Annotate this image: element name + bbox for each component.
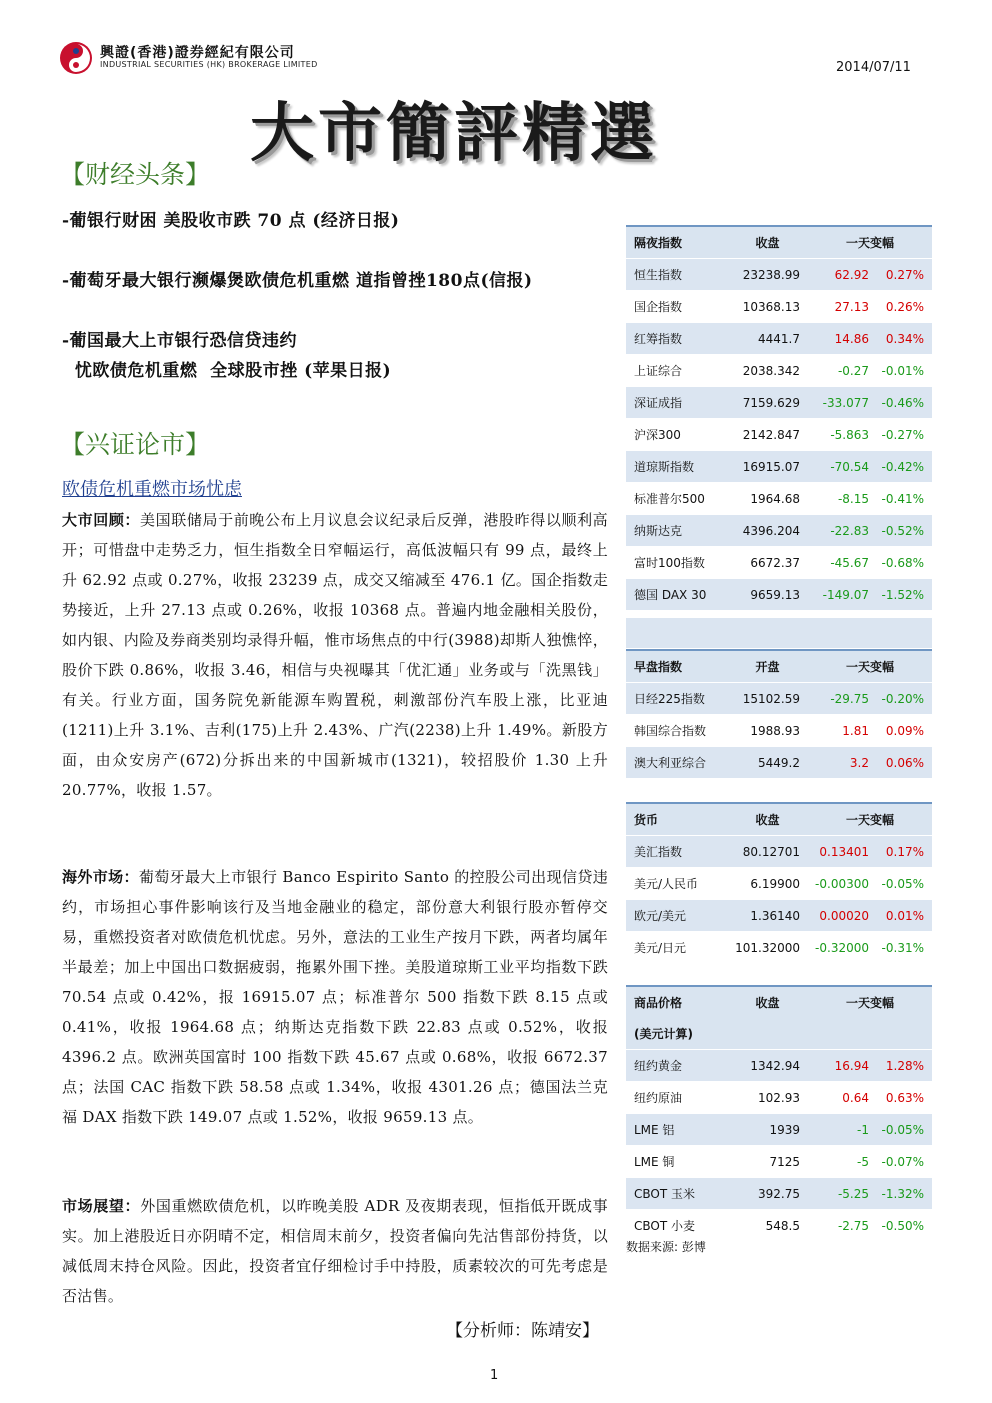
- table-row: [626, 715, 932, 747]
- table-row: [626, 547, 932, 579]
- change-percent: -0.01%: [875, 355, 932, 387]
- change-points: 1.81: [808, 715, 875, 747]
- close-value: 7159.629: [727, 387, 808, 419]
- change-points: -5.863: [808, 419, 875, 451]
- change-percent: 0.17%: [875, 836, 932, 868]
- company-name-cn: 興證(香港)證券經紀有限公司: [100, 45, 295, 61]
- table-row: [626, 836, 932, 868]
- table-header: 收盘: [727, 803, 808, 836]
- table-row: [626, 387, 932, 419]
- table-row: [626, 868, 932, 900]
- instrument-name: 道琼斯指数: [626, 451, 727, 483]
- change-percent: -0.50%: [875, 1210, 932, 1242]
- table-header: 货币: [626, 803, 727, 836]
- table-header: 收盘: [727, 226, 808, 259]
- close-value: 6.19900: [727, 868, 808, 900]
- close-value: 101.32000: [727, 932, 808, 964]
- table-row: [626, 1210, 932, 1242]
- change-points: -0.27: [808, 355, 875, 387]
- table-subheader: (美元计算): [626, 1018, 727, 1050]
- report-title: 大市簡評精選: [250, 97, 658, 171]
- change-percent: -0.27%: [875, 419, 932, 451]
- table-row: [626, 1082, 932, 1114]
- instrument-name: 日经225指数: [626, 683, 727, 715]
- instrument-name: 美元/人民币: [626, 868, 727, 900]
- table-row: [626, 515, 932, 547]
- instrument-name: 恒生指数: [626, 259, 727, 291]
- change-points: 0.13401: [808, 836, 875, 868]
- close-value: 2142.847: [727, 419, 808, 451]
- instrument-name: LME 铜: [626, 1146, 727, 1178]
- change-percent: 0.34%: [875, 323, 932, 355]
- table-header: 一天变幅: [808, 803, 932, 836]
- instrument-name: 美汇指数: [626, 836, 727, 868]
- analyst-credit: 【分析师：陈靖安】: [446, 1321, 599, 1341]
- table-row: [626, 683, 932, 715]
- close-value: 9659.13: [727, 579, 808, 611]
- close-value: 80.12701: [727, 836, 808, 868]
- change-points: -33.077: [808, 387, 875, 419]
- instrument-name: 韩国综合指数: [626, 715, 727, 747]
- change-points: -5: [808, 1146, 875, 1178]
- instrument-name: 富时100指数: [626, 547, 727, 579]
- change-percent: -0.07%: [875, 1146, 932, 1178]
- commodity-table: [626, 985, 932, 1241]
- table-header: 一天变幅: [808, 986, 932, 1018]
- change-percent: -0.05%: [875, 1114, 932, 1146]
- close-value: 1988.93: [727, 715, 808, 747]
- instrument-name: 美元/日元: [626, 932, 727, 964]
- change-points: 16.94: [808, 1050, 875, 1082]
- change-percent: 0.27%: [875, 259, 932, 291]
- change-percent: -0.52%: [875, 515, 932, 547]
- overseas-market-paragraph: [62, 862, 608, 1132]
- change-points: -5.25: [808, 1178, 875, 1210]
- change-points: -8.15: [808, 483, 875, 515]
- page-number: 1: [490, 1368, 499, 1383]
- table-header: 开盘: [727, 650, 808, 683]
- change-percent: -0.46%: [875, 387, 932, 419]
- close-value: 6672.37: [727, 547, 808, 579]
- change-percent: 1.28%: [875, 1050, 932, 1082]
- instrument-name: CBOT 玉米: [626, 1178, 727, 1210]
- instrument-name: 国企指数: [626, 291, 727, 323]
- table-row: [626, 1050, 932, 1082]
- table-row: [626, 1146, 932, 1178]
- close-value: 2038.342: [727, 355, 808, 387]
- company-logo-icon: [58, 40, 94, 76]
- change-percent: -0.68%: [875, 547, 932, 579]
- table-row: [626, 451, 932, 483]
- table-header: 一天变幅: [808, 226, 932, 259]
- close-value: 548.5: [727, 1210, 808, 1242]
- close-value: 4441.7: [727, 323, 808, 355]
- instrument-name: LME 铝: [626, 1114, 727, 1146]
- paragraph-text: 葡萄牙最大上市银行 Banco Espirito Santo 的控股公司出现信贷违约，市场担心事件影响该行及当地金融业的稳定，部份意大利银行股亦暂停交易，重燃投资者对欧债危机忧虑。另外，意法的工业生产按月下跌，两者均属年半最差；加上中国出口数据疲弱，拖累外围下挫。美股道琼斯工业平均指数下跌 70.54 点或 0.42%，报 16915.07 点；标准普尔 500 指数下跌 8.15 点或 0.41%，收报 1964.68 点；纳斯达克指数下跌 22.83 点或 0.52%，收报 4396.2 点。欧洲英国富时 100 指数下跌 45.67 点或 0.68%，收报 6672.37 点；法国 CAC 指数下跌 58.58 点或 1.34%，收报 4301.26 点；德国法兰克福 DAX 指数下跌 149.07 点或 1.52%，收报 9659.13 点。: [62, 868, 608, 1126]
- currency-table: [626, 802, 932, 963]
- change-percent: -1.32%: [875, 1178, 932, 1210]
- close-value: 102.93: [727, 1082, 808, 1114]
- instrument-name: 上证综合: [626, 355, 727, 387]
- close-value: 4396.204: [727, 515, 808, 547]
- table-header: 收盘: [727, 986, 808, 1018]
- change-points: -1: [808, 1114, 875, 1146]
- change-percent: 0.01%: [875, 900, 932, 932]
- table-row: [626, 291, 932, 323]
- change-percent: -0.20%: [875, 683, 932, 715]
- close-value: 1939: [727, 1114, 808, 1146]
- headline-3: -葡国最大上市银行恐信贷违约: [62, 331, 298, 351]
- change-percent: -0.31%: [875, 932, 932, 964]
- change-points: 0.00020: [808, 900, 875, 932]
- table-row: [626, 1178, 932, 1210]
- close-value: 1964.68: [727, 483, 808, 515]
- close-value: 392.75: [727, 1178, 808, 1210]
- change-points: -0.32000: [808, 932, 875, 964]
- report-date: 2014/07/11: [836, 60, 911, 75]
- paragraph-label: 海外市场：: [62, 868, 139, 886]
- close-value: 15102.59: [727, 683, 808, 715]
- change-percent: 0.06%: [875, 747, 932, 779]
- overnight-index-table: [626, 225, 932, 642]
- change-points: -22.83: [808, 515, 875, 547]
- table-subheader-blank: [727, 1018, 808, 1050]
- change-points: -29.75: [808, 683, 875, 715]
- change-points: -149.07: [808, 579, 875, 611]
- instrument-name: 纽约黄金: [626, 1050, 727, 1082]
- paragraph-label: 市场展望：: [62, 1197, 141, 1215]
- change-points: -70.54: [808, 451, 875, 483]
- close-value: 23238.99: [727, 259, 808, 291]
- news-section-heading: 【财经头条】: [60, 160, 211, 189]
- commentary-section-heading: 【兴证论市】: [60, 430, 211, 459]
- market-review-paragraph: [62, 505, 608, 805]
- change-points: 3.2: [808, 747, 875, 779]
- table-header: 商品价格: [626, 986, 727, 1018]
- change-percent: 0.26%: [875, 291, 932, 323]
- table-row: [626, 323, 932, 355]
- change-points: 27.13: [808, 291, 875, 323]
- table-row: [626, 579, 932, 611]
- table-subheader-blank: [808, 1018, 932, 1050]
- instrument-name: 德国 DAX 30: [626, 579, 727, 611]
- table-row: [626, 1114, 932, 1146]
- change-percent: -1.52%: [875, 579, 932, 611]
- change-percent: -0.05%: [875, 868, 932, 900]
- instrument-name: 纽约原油: [626, 1082, 727, 1114]
- instrument-name: 深证成指: [626, 387, 727, 419]
- change-points: -45.67: [808, 547, 875, 579]
- table-row: [626, 355, 932, 387]
- close-value: 10368.13: [727, 291, 808, 323]
- paragraph-label: 大市回顾：: [62, 511, 141, 529]
- change-percent: -0.41%: [875, 483, 932, 515]
- change-points: 62.92: [808, 259, 875, 291]
- change-points: 0.64: [808, 1082, 875, 1114]
- change-points: -2.75: [808, 1210, 875, 1242]
- table-row: [626, 483, 932, 515]
- change-points: -0.00300: [808, 868, 875, 900]
- company-name-en: INDUSTRIAL SECURITIES (HK) BROKERAGE LIMITED: [100, 60, 318, 69]
- close-value: 7125: [727, 1146, 808, 1178]
- table-header: 一天变幅: [808, 650, 932, 683]
- table-row: [626, 259, 932, 291]
- instrument-name: 沪深300: [626, 419, 727, 451]
- headline-1: -葡银行财困 美股收市跌 70 点 (经济日报): [62, 211, 400, 231]
- market-outlook-paragraph: [62, 1191, 608, 1311]
- paragraph-text: 美国联储局于前晚公布上月议息会议纪录后反弹，港股昨得以顺利高开；可惜盘中走势乏力，恒生指数全日窄幅运行，高低波幅只有 99 点，最终上升 62.92 点或 0.27%，收报 23239 点，成交又缩减至 476.1 亿。国企指数走势接近，上升 27.13 点或 0.26%，收报 10368 点。普遍内地金融相关股份，如内银、内险及券商类别均录得升幅，惟市场焦点的中行(3988)却斯人独憔悴，股价下跌 0.86%，收报 3.46，相信与央视曝其「优汇通」业务或与「洗黑钱」有关。行业方面，国务院免新能源车购置税，刺激部份汽车股上涨，比亚迪(1211)上升 3.1%、吉利(175)上升 2.43%、广汽(2238)上升 1.49%。新股方面，由众安房产(672)分拆出来的中国新城市(1321)，较招股价 1.30 上升 20.77%，收报 1.57。: [62, 511, 608, 799]
- change-points: 14.86: [808, 323, 875, 355]
- close-value: 5449.2: [727, 747, 808, 779]
- headline-3-cont: 忧欧债危机重燃 全球股市挫 (苹果日报): [62, 361, 392, 381]
- table-row: [626, 747, 932, 779]
- headline-2: -葡萄牙最大银行濒爆煲欧债危机重燃 道指曾挫180点(信报): [62, 271, 533, 291]
- instrument-name: CBOT 小麦: [626, 1210, 727, 1242]
- instrument-name: 标准普尔500: [626, 483, 727, 515]
- instrument-name: 欧元/美元: [626, 900, 727, 932]
- change-percent: 0.09%: [875, 715, 932, 747]
- change-percent: -0.42%: [875, 451, 932, 483]
- close-value: 1342.94: [727, 1050, 808, 1082]
- instrument-name: 澳大利亚综合: [626, 747, 727, 779]
- table-header: 隔夜指数: [626, 226, 727, 259]
- table-header: 早盘指数: [626, 650, 727, 683]
- table-row: [626, 419, 932, 451]
- data-source-note: 数据来源: 彭博: [626, 1240, 706, 1254]
- table-row: [626, 932, 932, 964]
- close-value: 16915.07: [727, 451, 808, 483]
- paragraph-text: 外国重燃欧债危机，以昨晚美股 ADR 及夜期表现，恒指低开既成事实。加上港股近日亦阴晴不定，相信周末前夕，投资者偏向先沽售部份持货，以减低周末持仓风险。因此，投资者宜仔细检讨手中持股，质素较次的可先考虑是否沽售。: [62, 1197, 608, 1305]
- article-title[interactable]: 欧债危机重燃市场忧虑: [62, 479, 242, 500]
- table-spacer: [626, 618, 932, 648]
- morning-index-table: [626, 649, 932, 778]
- change-percent: 0.63%: [875, 1082, 932, 1114]
- table-row: [626, 900, 932, 932]
- close-value: 1.36140: [727, 900, 808, 932]
- instrument-name: 纳斯达克: [626, 515, 727, 547]
- instrument-name: 红筹指数: [626, 323, 727, 355]
